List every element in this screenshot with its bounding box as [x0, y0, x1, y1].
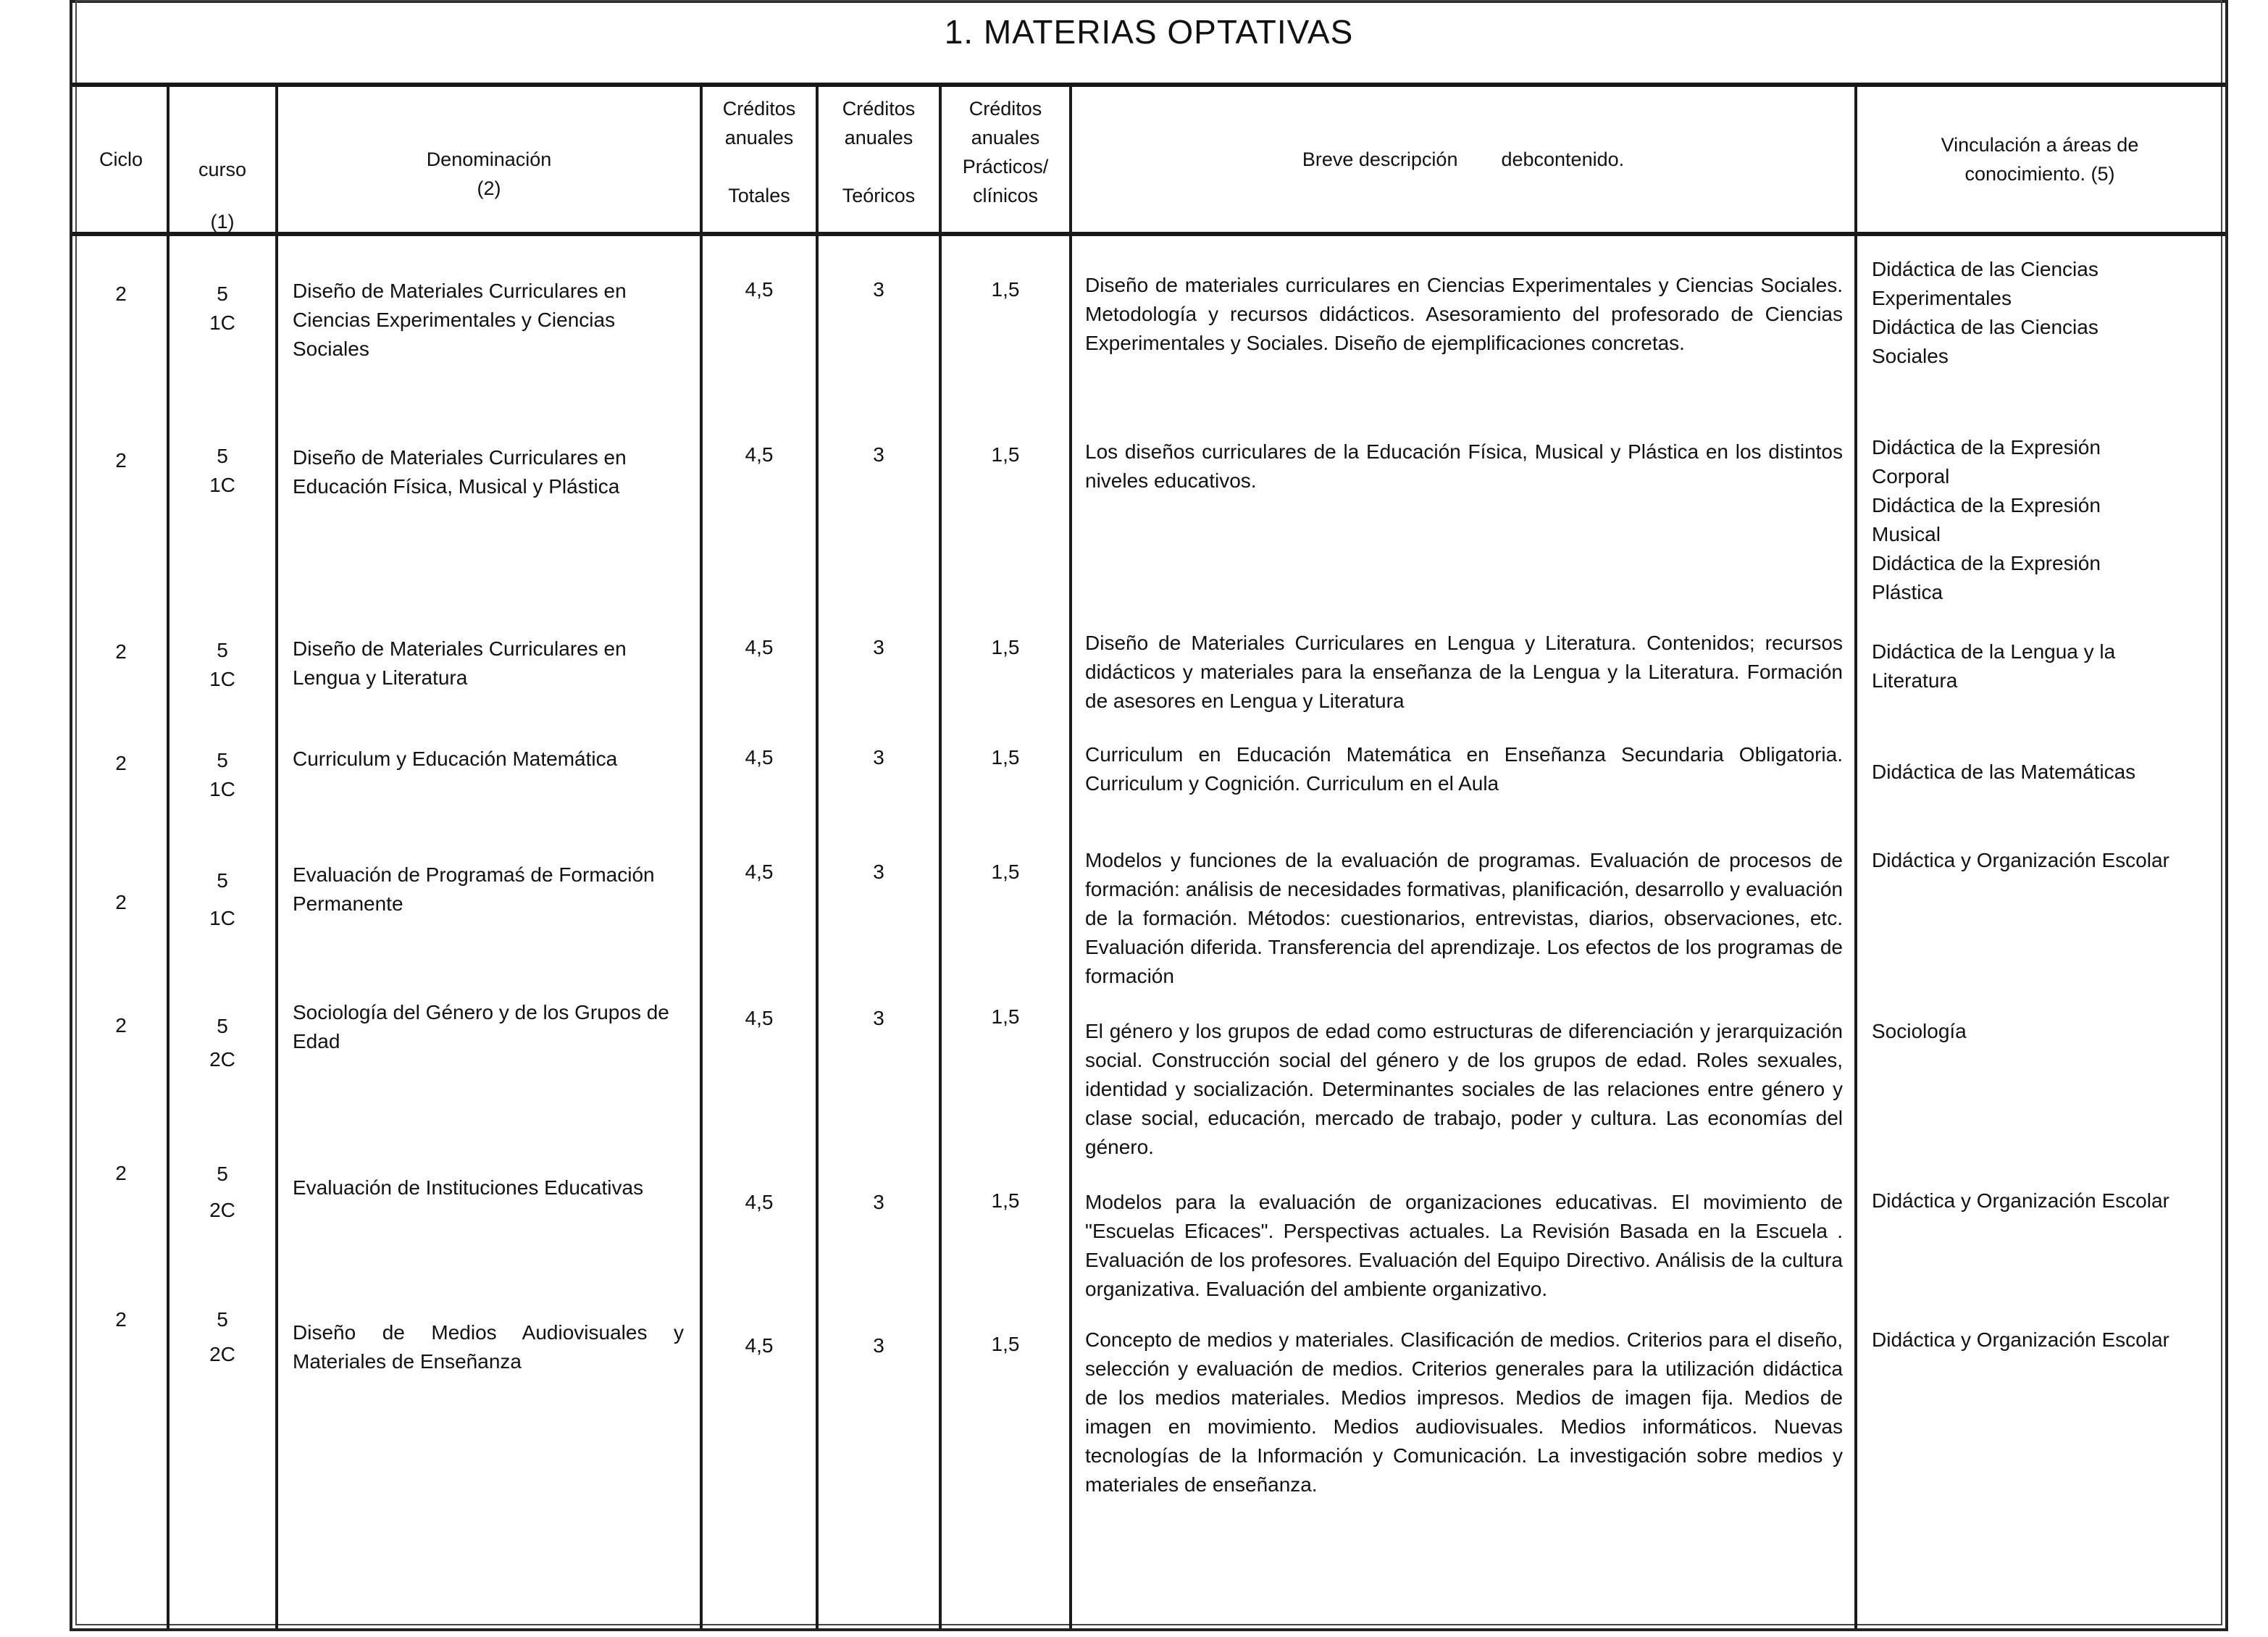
cell-ciclo: 2 [115, 752, 127, 774]
cell-descripcion: Modelos para la evaluación de organizaciones educativas. El movimiento de "Escuelas Eficaces". Perspectivas actuales. La Revisión Basada en la Escuela . Evaluación de los profesores. Evaluación del Equipo Directivo. Análisis de la cultura organizativa. Evaluación del ambiente organizativo. [1085, 1191, 1843, 1300]
cell-descripcion: Diseño de materiales curriculares en Ciencias Experimentales y Ciencias Sociales. Metodología y recursos didácticos. Asesoramiento del profesorado de Ciencias Experimentales y Sociales. Diseño de ejemplificaciones concretas. [1085, 274, 1843, 354]
header-descripcion-label: Breve descripción debcontenido. [1302, 148, 1625, 170]
header-creditos-practicos-label: Créditos anuales Prácticos/ clínicos [962, 98, 1049, 206]
header-curso [170, 138, 275, 232]
cell-curso: 5 1C [209, 749, 235, 800]
cell-curso: 5 2C [209, 1163, 235, 1221]
cell-curso: 5 2C [209, 1015, 235, 1071]
cell-creditos-teoricos: 3 [873, 861, 884, 883]
cell-denominacion: Diseño de Materiales Curriculares en Lengua y Literatura [293, 637, 627, 689]
column-divider [1854, 85, 1857, 1628]
cell-curso: 5 1C [209, 445, 235, 496]
header-descripcion [1072, 87, 1854, 232]
cell-ciclo: 2 [115, 282, 127, 305]
cell-creditos-practicos: 1,5 [991, 443, 1020, 466]
header-ciclo-label: Ciclo [99, 148, 143, 170]
cell-descripcion: Modelos y funciones de la evaluación de programas. Evaluación de procesos de formación: análisis de necesidades formativas, planificación, desarrollo y evaluación de la formación. Métodos: cuestionarios, entrevistas, diarios, observaciones, etc. Evaluación diferida. Transferencia del aprendizaje. Los efectos de los programas de formación [1085, 849, 1843, 987]
cell-creditos-totales: 4,5 [745, 443, 774, 466]
cell-curso: 5 2C [209, 1308, 235, 1365]
header-vinculacion-label: Vinculación a áreas de conocimiento. (5) [1941, 134, 2139, 185]
cell-creditos-teoricos: 3 [873, 636, 884, 658]
cell-ciclo: 2 [115, 449, 127, 472]
header-curso-note: (1) [210, 211, 235, 233]
column-divider [816, 85, 819, 1628]
header-creditos-teoricos [819, 94, 939, 217]
cell-curso: 5 1C [209, 639, 235, 690]
cell-ciclo: 2 [115, 1162, 127, 1184]
cell-descripcion: Curriculum en Educación Matemática en Enseñanza Secundaria Obligatoria. Curriculum y Cognición. Curriculum en el Aula [1085, 743, 1843, 795]
cell-creditos-practicos: 1,5 [991, 1189, 1020, 1212]
cell-denominacion: Sociología del Género y de los Grupos de Edad [293, 1001, 669, 1052]
cell-vinculacion: Didáctica de la Expresión Corporal Didáctica de la Expresión Musical Didáctica de la Expresión Plástica [1872, 436, 2101, 603]
cell-denominacion: Evaluación de Programaś de Formación Permanente [293, 863, 655, 915]
cell-creditos-totales: 4,5 [745, 1334, 774, 1357]
cell-creditos-totales: 4,5 [745, 1007, 774, 1029]
cell-creditos-totales: 4,5 [745, 278, 774, 301]
cell-vinculacion: Didáctica de las Matemáticas [1872, 761, 2136, 783]
cell-ciclo: 2 [115, 1308, 127, 1331]
cell-creditos-practicos: 1,5 [991, 861, 1020, 883]
cell-curso: 5 1C [209, 282, 235, 334]
cell-creditos-practicos: 1,5 [991, 1005, 1020, 1028]
cell-vinculacion: Didáctica y Organización Escolar [1872, 1189, 2169, 1212]
cell-creditos-totales: 4,5 [745, 861, 774, 883]
cell-ciclo: 2 [115, 640, 127, 663]
column-divider [700, 85, 703, 1628]
header-divider [72, 232, 2225, 236]
cell-denominacion: Diseño de Materiales Curriculares en Ciencias Experimentales y Ciencias Sociales [293, 280, 627, 360]
cell-ciclo: 2 [115, 891, 127, 913]
cell-vinculacion: Sociología [1872, 1020, 1967, 1042]
cell-creditos-teoricos: 3 [873, 443, 884, 466]
cell-creditos-totales: 4,5 [745, 636, 774, 658]
cell-creditos-practicos: 1,5 [991, 278, 1020, 301]
header-creditos-totales-top: Créditos anuales [722, 98, 796, 148]
cell-ciclo: 2 [115, 1014, 127, 1037]
header-creditos-totales-bottom: Totales [728, 185, 790, 206]
cell-creditos-teoricos: 3 [873, 1191, 884, 1213]
header-creditos-teoricos-top: Créditos anuales [842, 98, 916, 148]
cell-descripcion: Diseño de Materiales Curriculares en Lengua y Literatura. Contenidos; recursos didácticos y materiales para la enseñanza de la Lengua y la Literatura. Formación de asesores en Lengua y Literatura [1085, 632, 1843, 712]
header-denominacion-label: Denominación [426, 148, 552, 170]
column-divider [275, 85, 278, 1628]
cell-denominacion: Diseño de Medios Audiovisuales y Materiales de Enseñanza [293, 1321, 684, 1373]
cell-denominacion: Evaluación de Instituciones Educativas [293, 1176, 644, 1199]
page-title: 1. MATERIAS OPTATIVAS [944, 13, 1354, 51]
header-creditos-teoricos-bottom: Teóricos [842, 185, 916, 206]
cell-vinculacion: Didáctica de las Ciencias Experimentales Didáctica de las Ciencias Sociales [1872, 258, 2098, 367]
header-denominacion-note: (2) [477, 177, 501, 199]
cell-creditos-teoricos: 3 [873, 1334, 884, 1357]
cell-denominacion: Curriculum y Educación Matemática [293, 748, 618, 770]
cell-creditos-teoricos: 3 [873, 278, 884, 301]
cell-creditos-practicos: 1,5 [991, 636, 1020, 658]
header-ciclo [75, 87, 167, 232]
cell-creditos-practicos: 1,5 [991, 746, 1020, 769]
cell-descripcion: Los diseños curriculares de la Educación Física, Musical y Plástica en los distintos niveles educativos. [1085, 440, 1843, 492]
cell-descripcion: El género y los grupos de edad como estructuras de diferenciación y jerarquización social. Construcción social del género y de los grupos de edad. Roles sexuales, identidad y socialización. Determinantes sociales de las relaciones entre género y clase social, educación, mercado de trabajo, poder y cultura. Las economías del género. [1085, 1020, 1843, 1158]
cell-creditos-teoricos: 3 [873, 746, 884, 769]
cell-descripcion: Concepto de medios y materiales. Clasificación de medios. Criterios para el diseño, selección y evaluación de medios. Criterios generales para la utilización didáctica de los medios materiales. Medios impresos. Medios de imagen fija. Medios de imagen en movimiento. Medios audiovisuales. Medios informáticos. Nuevas tecnologías de la Información y Comunicación. La investigación sobre medios y materiales de enseñanza. [1085, 1328, 1843, 1496]
cell-denominacion: Diseño de Materiales Curriculares en Educación Física, Musical y Plástica [293, 446, 627, 498]
cell-vinculacion: Didáctica de la Lengua y la Literatura [1872, 640, 2116, 692]
header-curso-label: curso [198, 159, 247, 180]
header-creditos-totales [703, 94, 816, 217]
cell-vinculacion: Didáctica y Organización Escolar [1872, 849, 2169, 871]
cell-creditos-practicos: 1,5 [991, 1333, 1020, 1355]
header-vinculacion [1857, 87, 2222, 232]
header-denominacion [278, 138, 700, 210]
cell-creditos-teoricos: 3 [873, 1007, 884, 1029]
cell-vinculacion: Didáctica y Organización Escolar [1872, 1328, 2169, 1351]
column-divider [939, 85, 942, 1628]
cell-curso: 5 1C [209, 869, 235, 929]
header-creditos-practicos [942, 94, 1069, 217]
column-divider [1069, 85, 1072, 1628]
cell-creditos-totales: 4,5 [745, 746, 774, 769]
cell-creditos-totales: 4,5 [745, 1191, 774, 1213]
